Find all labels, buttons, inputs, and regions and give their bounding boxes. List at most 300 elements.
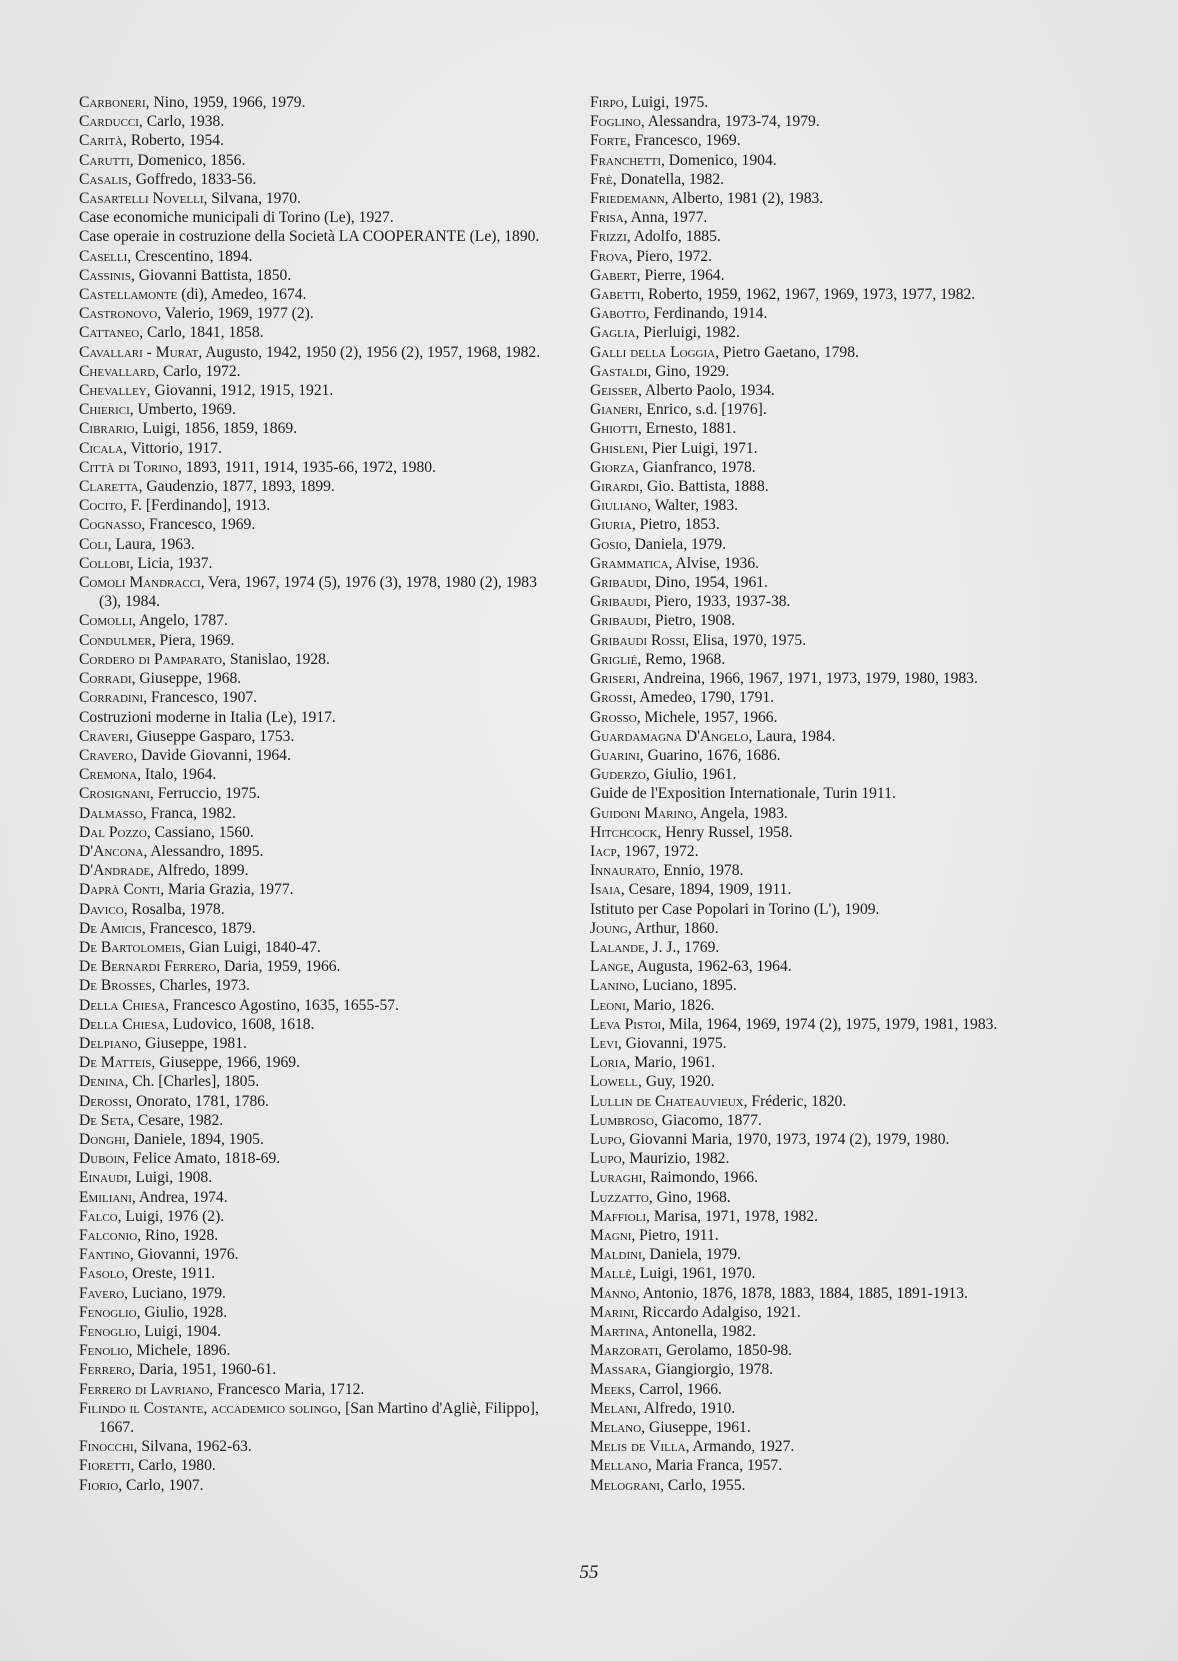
entry-text: , Mario, 1826. <box>625 996 715 1014</box>
entry-name: Emiliani <box>79 1188 132 1206</box>
index-entry <box>79 842 549 861</box>
entry-name: Cattaneo <box>79 324 140 342</box>
entry-name: Geisser <box>590 382 638 400</box>
entry-name: De Amicis <box>79 919 142 937</box>
entry-name: Donghi <box>79 1130 126 1148</box>
entry-text: , Gio. Battista, 1888. <box>639 478 769 496</box>
index-entry <box>79 1399 549 1437</box>
index-entry <box>590 688 1070 707</box>
index-entry <box>79 1226 549 1245</box>
entry-text: , Ferruccio, 1975. <box>149 785 261 803</box>
entry-text: , Andrea, 1974. <box>131 1188 228 1206</box>
entry-name: Città di Torino <box>79 458 178 476</box>
entry-name: Comoli Mandracci <box>79 574 201 592</box>
index-entry <box>79 1456 549 1475</box>
entry-name: De Seta <box>79 1111 131 1129</box>
entry-name: Davico <box>79 900 124 918</box>
entry-text: , Elisa, 1970, 1975. <box>685 631 807 649</box>
entry-text: , Henry Russel, 1958. <box>657 823 793 841</box>
entry-text: , 1967, 1972. <box>616 842 699 860</box>
entry-name: Marini <box>590 1303 635 1321</box>
index-entry <box>79 1053 549 1072</box>
index-entry <box>590 419 1070 438</box>
index-entry <box>590 1322 1070 1341</box>
entry-name: Craveri <box>79 727 129 745</box>
index-entry <box>590 880 1070 899</box>
index-entry <box>590 1360 1070 1379</box>
index-entry <box>590 535 1070 554</box>
entry-name: Giorza <box>590 458 635 476</box>
index-column-left <box>79 93 549 1495</box>
entry-text: , Giuseppe, 1966, 1969. <box>151 1054 300 1072</box>
index-entry <box>590 650 1070 669</box>
entry-name: Isaia <box>590 881 621 899</box>
entry-text: , Enrico, s.d. [1976]. <box>638 401 767 419</box>
index-entry <box>590 1034 1070 1053</box>
entry-text: , Valerio, 1969, 1977 (2). <box>157 305 314 323</box>
entry-text: , Ch. [Charles], 1805. <box>124 1073 260 1091</box>
entry-name: Griglié <box>590 650 638 668</box>
index-entry <box>590 112 1070 131</box>
index-entry <box>590 1303 1070 1322</box>
entry-name: Cavallari - Murat <box>79 343 199 361</box>
index-entry <box>79 304 549 323</box>
index-entry <box>79 1264 549 1283</box>
index-entry <box>590 1149 1070 1168</box>
entry-name: Finocchi <box>79 1438 134 1456</box>
entry-text: , Antonio, 1876, 1878, 1883, 1884, 1885, 1891-1913. <box>635 1284 968 1302</box>
entry-name: Fasolo <box>79 1265 125 1283</box>
entry-text: , Pietro, 1853. <box>631 516 720 534</box>
entry-text: , Carlo, 1938. <box>138 113 225 131</box>
index-entry <box>79 1284 549 1303</box>
page-number: 55 <box>579 1562 599 1583</box>
entry-text: Costruzioni moderne in Italia (Le), 1917. <box>79 708 336 726</box>
index-entry <box>79 1303 549 1322</box>
entry-text: , Stanislao, 1928. <box>222 650 330 668</box>
index-entry <box>79 727 549 746</box>
index-entry <box>79 804 549 823</box>
entry-text: , Luigi, 1961, 1970. <box>631 1265 756 1283</box>
entry-text: , Carrol, 1966. <box>631 1380 722 1398</box>
entry-text: , Marisa, 1971, 1978, 1982. <box>646 1207 818 1225</box>
entry-name: Gribaudi <box>590 593 648 611</box>
entry-text: , Piera, 1969. <box>151 631 235 649</box>
index-entry <box>79 919 549 938</box>
index-entry <box>590 266 1070 285</box>
entry-text: , Maria Grazia, 1977. <box>160 881 294 899</box>
index-entry <box>79 957 549 976</box>
index-entry <box>590 1072 1070 1091</box>
entry-name: Frè <box>590 170 613 188</box>
entry-name: Lange <box>590 958 631 976</box>
entry-name: Franchetti <box>590 151 661 169</box>
entry-name: Fantino <box>79 1246 130 1264</box>
index-entry <box>79 938 549 957</box>
entry-text: , Alberto Paolo, 1934. <box>637 382 775 400</box>
entry-text: , Gianfranco, 1978. <box>634 458 756 476</box>
entry-name: Loria <box>590 1054 627 1072</box>
entry-name: Claretta <box>79 478 139 496</box>
entry-text: , Armando, 1927. <box>685 1438 795 1456</box>
entry-name: Cremona <box>79 766 138 784</box>
index-entry <box>590 823 1070 842</box>
index-entry <box>590 208 1070 227</box>
index-entry <box>79 189 549 208</box>
entry-name: Gastaldi <box>590 362 648 380</box>
entry-name: Chierici <box>79 401 130 419</box>
index-entry <box>79 381 549 400</box>
entry-name: Ghiotti <box>590 420 638 438</box>
entry-name: Frizzi <box>590 228 627 246</box>
entry-name: Cocito <box>79 497 123 515</box>
index-entry <box>590 381 1070 400</box>
index-entry <box>590 515 1070 534</box>
entry-text: , Guy, 1920. <box>638 1073 715 1091</box>
entry-text: , Umberto, 1969. <box>129 401 236 419</box>
index-entry <box>590 458 1070 477</box>
entry-name: Daprà Conti <box>79 881 161 899</box>
index-entry <box>79 266 549 285</box>
index-entry <box>79 285 549 304</box>
entry-text: , Charles, 1973. <box>151 977 250 995</box>
entry-name: Gaglia <box>590 324 636 342</box>
index-entry <box>590 765 1070 784</box>
entry-text: , Vittorio, 1917. <box>123 439 222 457</box>
entry-name: De Brosses <box>79 977 152 995</box>
index-entry <box>590 1130 1070 1149</box>
entry-name: Foglino <box>590 113 641 131</box>
entry-name: Guderzo <box>590 766 646 784</box>
entry-text: , Giacomo, 1877. <box>653 1111 762 1129</box>
entry-name: Dalmasso <box>79 804 143 822</box>
index-entry <box>590 1015 1070 1034</box>
entry-name: Fenoglio <box>79 1323 137 1340</box>
index-entry <box>590 708 1070 727</box>
index-entry <box>590 439 1070 458</box>
entry-text: , Daria, 1959, 1966. <box>216 958 341 976</box>
index-entry <box>590 247 1070 266</box>
entry-name: Mellano <box>590 1457 648 1475</box>
entry-text: , Carlo, 1980. <box>130 1457 216 1475</box>
entry-text: , Luigi, 1976 (2). <box>117 1207 225 1225</box>
index-entry <box>590 1399 1070 1418</box>
entry-text: , Onorato, 1781, 1786. <box>128 1092 269 1110</box>
index-entry <box>79 1360 549 1379</box>
index-entry <box>79 1034 549 1053</box>
entry-text: , Giuseppe, 1961. <box>641 1419 751 1437</box>
entry-text: (di), Amedeo, 1674. <box>177 286 307 304</box>
entry-name: Lalande <box>590 938 645 956</box>
entry-name: D'Ancona <box>79 842 144 860</box>
index-entry <box>590 189 1070 208</box>
entry-name: Friedemann <box>590 190 665 208</box>
entry-name: Guardamagna D'Angelo <box>590 727 749 745</box>
entry-text: , [San Martino d'Agliè, Filippo], 1667. <box>99 1399 539 1437</box>
entry-name: Girardi <box>590 478 640 496</box>
index-entry <box>79 554 549 573</box>
index-entry <box>590 1168 1070 1187</box>
entry-text: , Felice Amato, 1818-69. <box>125 1150 281 1168</box>
entry-text: , Maria Franca, 1957. <box>647 1457 783 1475</box>
index-entry <box>79 688 549 707</box>
index-entry <box>79 1092 549 1111</box>
index-entry <box>590 919 1070 938</box>
index-column-right <box>590 93 1070 1495</box>
entry-text: , Silvana, 1970. <box>203 190 301 208</box>
index-entry <box>590 1245 1070 1264</box>
entry-name: Fioretti <box>79 1457 131 1475</box>
entry-text: , Adolfo, 1885. <box>626 228 721 246</box>
entry-text: , Ennio, 1978. <box>655 862 744 880</box>
entry-text: , Mila, 1964, 1969, 1974 (2), 1975, 1979, 1981, 1983. <box>661 1015 998 1033</box>
index-entry <box>590 573 1070 592</box>
entry-text: , Angela, 1983. <box>692 804 788 822</box>
entry-name: Condulmer <box>79 631 152 649</box>
index-entry <box>590 1341 1070 1360</box>
index-entry <box>590 611 1070 630</box>
entry-text: , Arthur, 1860. <box>627 919 719 937</box>
entry-name: Chevalley <box>79 382 147 400</box>
entry-name: Frisa <box>590 209 624 227</box>
entry-name: Frova <box>590 247 629 265</box>
entry-name: Della Chiesa <box>79 1015 166 1033</box>
entry-text: , Francesco, 1969. <box>141 516 256 534</box>
entry-name: Giuliano <box>590 497 648 515</box>
entry-name: Ghisleni <box>590 439 645 457</box>
entry-name: Casalis <box>79 170 128 188</box>
index-entry <box>590 900 1070 919</box>
index-entry <box>590 861 1070 880</box>
entry-name: Massara <box>590 1361 648 1379</box>
index-entry <box>79 880 549 899</box>
entry-text: , Francesco Agostino, 1635, 1655-57. <box>165 996 399 1014</box>
entry-name: Giuria <box>590 516 632 534</box>
index-entry <box>79 746 549 765</box>
index-entry <box>79 419 549 438</box>
entry-text: , Alfredo, 1899. <box>150 862 249 880</box>
index-entry <box>79 669 549 688</box>
index-entry <box>590 400 1070 419</box>
entry-text: , Gino, 1968. <box>648 1188 731 1206</box>
index-entry <box>79 93 549 112</box>
index-entry <box>79 151 549 170</box>
entry-text: , Crescentino, 1894. <box>127 247 253 265</box>
index-entry <box>79 400 549 419</box>
entry-name: Comolli <box>79 612 133 630</box>
entry-text: , Daniela, 1979. <box>641 1246 741 1264</box>
index-entry <box>79 170 549 189</box>
index-entry <box>590 938 1070 957</box>
entry-text: , Davide Giovanni, 1964. <box>133 746 291 764</box>
index-entry <box>79 477 549 496</box>
entry-text: , Luciano, 1979. <box>124 1284 226 1302</box>
entry-name: Collobi <box>79 554 130 572</box>
index-entry <box>590 496 1070 515</box>
entry-text: , Francesco Maria, 1712. <box>209 1380 365 1398</box>
entry-text: , Michele, 1957, 1966. <box>636 708 778 726</box>
entry-name: De Bernardi Ferrero <box>79 958 217 976</box>
entry-text: , Italo, 1964. <box>137 766 217 784</box>
entry-text: , Guarino, 1676, 1686. <box>639 746 781 764</box>
entry-name: Denina <box>79 1073 125 1091</box>
index-entry <box>590 1437 1070 1456</box>
entry-text: , Augusta, 1962-63, 1964. <box>630 958 792 976</box>
entry-text: , Daniela, 1979. <box>626 535 727 553</box>
entry-text: , Piero, 1933, 1937-38. <box>647 593 791 611</box>
entry-name: Castellamonte <box>79 286 178 304</box>
entry-name: Leoni <box>590 996 626 1014</box>
entry-text: , Donatella, 1982. <box>612 170 725 188</box>
index-entry <box>590 1476 1070 1495</box>
entry-name: Derossi <box>79 1092 129 1110</box>
index-entry <box>79 362 549 381</box>
index-entry <box>79 573 549 611</box>
entry-text: , Francesco, 1879. <box>141 919 256 937</box>
entry-name: Lullin de Chateauvieux <box>590 1092 744 1110</box>
entry-text: , Andreina, 1966, 1967, 1971, 1973, 1979, 1980, 1983. <box>636 670 978 688</box>
index-entry <box>590 1188 1070 1207</box>
index-entry <box>590 976 1070 995</box>
index-entry <box>79 900 549 919</box>
entry-name: Marzorati <box>590 1342 659 1360</box>
index-entry <box>79 208 549 227</box>
entry-name: D'Andrade <box>79 862 151 880</box>
entry-name: Ferrero di Lavriano <box>79 1380 210 1398</box>
entry-text: , Carlo, 1972. <box>155 362 241 380</box>
entry-text: , Roberto, 1959, 1962, 1967, 1969, 1973, 1977, 1982. <box>640 286 976 304</box>
entry-text: , Giovanni, 1975. <box>617 1034 727 1052</box>
entry-name: Cassinis <box>79 266 131 284</box>
entry-text: , Cesare, 1894, 1909, 1911. <box>620 881 792 899</box>
index-entry <box>79 323 549 342</box>
entry-text: , Francesco, 1907. <box>143 689 258 707</box>
entry-text: , Giangiorgio, 1978. <box>647 1361 774 1379</box>
entry-text: , Fréderic, 1820. <box>743 1092 847 1110</box>
entry-text: , Pietro, 1908. <box>647 612 736 630</box>
entry-name: Carità <box>79 132 124 150</box>
entry-name: Forte <box>590 132 627 150</box>
entry-name: Grammatica <box>590 554 669 572</box>
entry-name: Meeks <box>590 1380 632 1398</box>
entry-name: Cicala <box>79 439 124 457</box>
entry-name: Gosio <box>590 535 627 553</box>
index-entry <box>79 1476 549 1495</box>
entry-text: , Alessandra, 1973-74, 1979. <box>640 113 820 131</box>
entry-name: Chevallard <box>79 362 156 380</box>
index-entry <box>79 1072 549 1091</box>
entry-name: Lupo <box>590 1150 622 1168</box>
index-entry <box>590 93 1070 112</box>
index-entry <box>79 247 549 266</box>
entry-name: Joung <box>590 919 628 937</box>
entry-text: , Laura, 1963. <box>107 535 195 553</box>
index-entry <box>590 151 1070 170</box>
entry-name: Crosignani <box>79 785 150 803</box>
index-entry <box>590 842 1070 861</box>
index-entry <box>79 765 549 784</box>
entry-name: Einaudi <box>79 1169 128 1187</box>
index-entry <box>590 131 1070 150</box>
entry-text: , Pier Luigi, 1971. <box>644 439 758 457</box>
entry-name: Griseri <box>590 670 637 688</box>
entry-text: , Dino, 1954, 1961. <box>647 574 768 592</box>
entry-text: , Mario, 1961. <box>626 1054 716 1072</box>
entry-text: , Goffredo, 1833-56. <box>127 170 257 188</box>
entry-text: , Giovanni Battista, 1850. <box>130 266 292 284</box>
entry-name: Levi <box>590 1034 618 1052</box>
index-entry <box>79 708 549 727</box>
entry-text: , Raimondo, 1966. <box>642 1169 758 1187</box>
entry-text: , Cesare, 1982. <box>130 1111 224 1129</box>
index-entry <box>590 285 1070 304</box>
entry-text: , Roberto, 1954. <box>123 132 224 150</box>
entry-text: , Licia, 1937. <box>129 554 213 572</box>
entry-name: Lowell <box>590 1073 639 1091</box>
entry-name: Magni <box>590 1226 632 1244</box>
entry-text: , J. J., 1769. <box>644 938 720 956</box>
entry-name: Lumbroso <box>590 1111 654 1129</box>
entry-name: Gabert <box>590 266 637 284</box>
entry-text: , Franca, 1982. <box>142 804 236 822</box>
index-entry <box>79 458 549 477</box>
index-entry <box>79 861 549 880</box>
entry-text: , Gian Luigi, 1840-47. <box>181 938 321 956</box>
entry-name: Gribaudi <box>590 612 648 630</box>
index-entry <box>79 343 549 362</box>
index-entry <box>590 1380 1070 1399</box>
entry-name: Cravero <box>79 746 134 764</box>
entry-text: , Pierre, 1964. <box>636 266 725 284</box>
index-entry <box>79 1207 549 1226</box>
entry-name: Maffioli <box>590 1207 647 1225</box>
index-entry <box>79 535 549 554</box>
entry-name: Dal Pozzo <box>79 823 147 841</box>
entry-text: , Ludovico, 1608, 1618. <box>165 1015 315 1033</box>
index-entry <box>590 669 1070 688</box>
entry-name: Carducci <box>79 113 139 131</box>
entry-text: , Rino, 1928. <box>137 1226 219 1244</box>
entry-text: , Luigi, 1904. <box>136 1323 222 1340</box>
entry-text: , Gaudenzio, 1877, 1893, 1899. <box>138 478 335 496</box>
index-entry <box>79 496 549 515</box>
entry-text: , Giovanni, 1912, 1915, 1921. <box>146 382 334 400</box>
entry-text: , Luigi, 1975. <box>623 94 709 111</box>
entry-name: Leva Pistoi <box>590 1015 662 1033</box>
entry-text: , Carlo, 1955. <box>660 1476 746 1494</box>
entry-text: , Cassiano, 1560. <box>146 823 254 841</box>
entry-name: Falconio <box>79 1226 138 1244</box>
entry-name: Melis de Villa <box>590 1438 686 1456</box>
entry-name: Falco <box>79 1207 118 1225</box>
entry-name: Melano <box>590 1419 642 1437</box>
entry-text: , Alberto, 1981 (2), 1983. <box>664 190 824 208</box>
entry-text: , Alvise, 1936. <box>668 554 760 572</box>
entry-name: Favero <box>79 1284 125 1302</box>
entry-text: , 1893, 1911, 1914, 1935-66, 1972, 1980. <box>177 458 436 476</box>
index-entry <box>79 650 549 669</box>
entry-text: , Nino, 1959, 1966, 1979. <box>145 94 306 111</box>
entry-name: Gabotto <box>590 305 646 323</box>
entry-name: Duboin <box>79 1150 126 1168</box>
entry-name: Corradini <box>79 689 144 707</box>
index-entry <box>79 227 549 246</box>
entry-name: Cognasso <box>79 516 142 534</box>
entry-name: Iacp <box>590 842 617 860</box>
entry-text: , Angelo, 1787. <box>132 612 228 630</box>
entry-text: , Piero, 1972. <box>628 247 713 265</box>
index-entry <box>590 1418 1070 1437</box>
